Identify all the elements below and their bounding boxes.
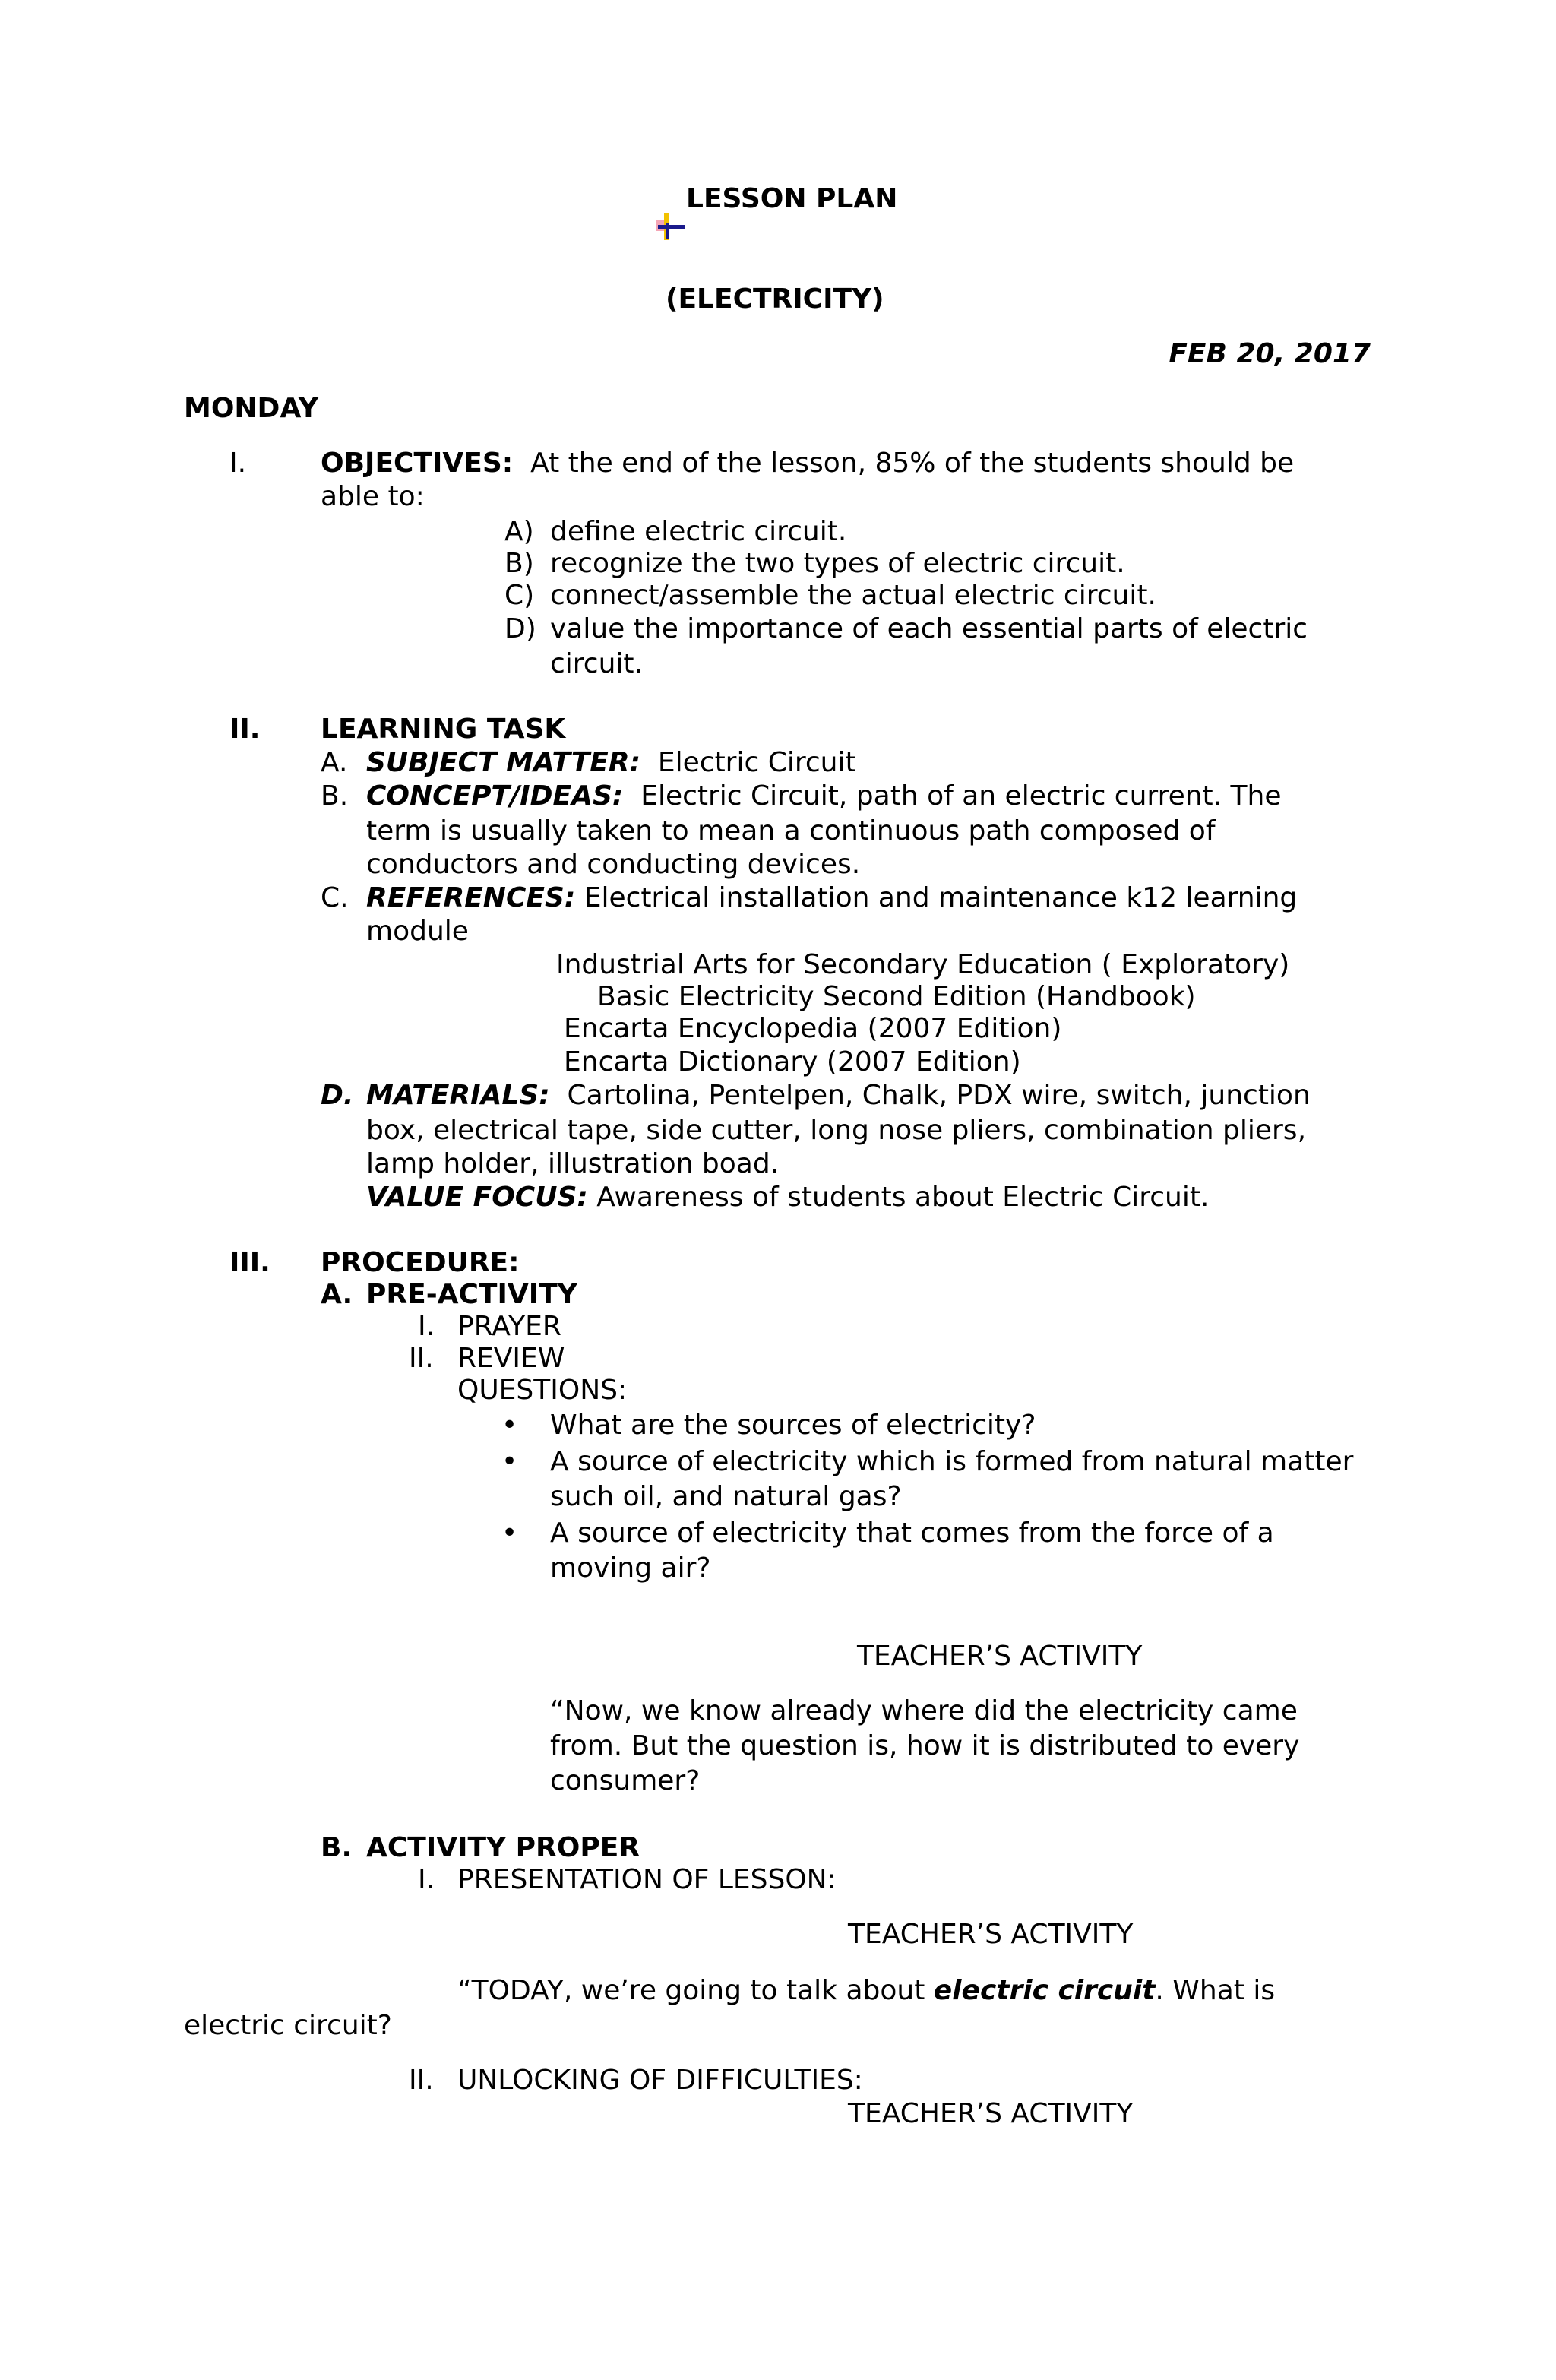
- activity-proper-heading: ACTIVITY PROPER: [366, 1832, 640, 1863]
- subject-matter-label: SUBJECT MATTER:: [366, 747, 640, 778]
- reference-item: Industrial Arts for Secondary Education ( Exploratory): [556, 949, 1290, 980]
- teacher-activity-heading: TEACHER’S ACTIVITY: [848, 2098, 1134, 2129]
- materials-line-3: lamp holder, illustration boad.: [366, 1148, 780, 1179]
- teacher-quote-2-pre: “TODAY, we’re going to talk about: [457, 1975, 934, 2006]
- question-3: A source of electricity that comes from the force of a: [550, 1518, 1274, 1549]
- materials-text: Cartolina, Pentelpen, Chalk, PDX wire, switch, junction: [567, 1080, 1311, 1111]
- teacher-activity-heading: TEACHER’S ACTIVITY: [857, 1641, 1143, 1672]
- teacher-activity-heading: TEACHER’S ACTIVITY: [848, 1919, 1134, 1950]
- document-logo-icon: [655, 210, 688, 243]
- section-numeral-2: II.: [229, 714, 261, 745]
- pre-item-mark: II.: [409, 1343, 434, 1374]
- objectives-intro-cont: able to:: [321, 481, 425, 512]
- teacher-quote-2-post: . What is: [1155, 1975, 1276, 2006]
- question-3-cont: moving air?: [550, 1552, 711, 1584]
- concept-label: CONCEPT/IDEAS:: [366, 780, 624, 812]
- materials-label: MATERIALS:: [366, 1080, 550, 1111]
- objective-b: recognize the two types of electric circuit.: [550, 548, 1125, 579]
- concept-line-3: conductors and conducting devices.: [366, 849, 861, 880]
- pre-item-mark: I.: [418, 1311, 435, 1342]
- value-focus-text: Awareness of students about Electric Circuit.: [596, 1182, 1210, 1213]
- materials-mark: D.: [321, 1080, 354, 1111]
- teacher-quote-1-end: consumer?: [550, 1765, 701, 1796]
- unlocking-mark: II.: [409, 2065, 434, 2096]
- teacher-quote-1: “Now, we know already where did the electricity came: [550, 1695, 1298, 1726]
- questions-label: QUESTIONS:: [457, 1375, 628, 1406]
- objective-mark-d: D): [504, 613, 536, 644]
- references-line-1: [366, 881, 1297, 915]
- teacher-quote-2-cont: electric circuit?: [184, 2010, 392, 2041]
- concept-line-1: [366, 780, 1282, 813]
- bullet-icon: •: [501, 1446, 518, 1477]
- reference-item: Encarta Encyclopedia (2007 Edition): [564, 1013, 1062, 1044]
- lesson-day: MONDAY: [184, 393, 318, 424]
- objective-mark-c: C): [504, 580, 535, 611]
- bullet-icon: •: [501, 1410, 518, 1441]
- pre-activity-mark: A.: [321, 1279, 353, 1310]
- objective-c: connect/assemble the actual electric circuit.: [550, 580, 1156, 611]
- pre-item-prayer: PRAYER: [457, 1311, 561, 1342]
- presentation-of-lesson: PRESENTATION OF LESSON:: [457, 1864, 837, 1895]
- objectives-intro: At the end of the lesson, 85% of the students should be: [530, 448, 1295, 479]
- section-numeral-3: III.: [229, 1247, 270, 1278]
- objectives-line-1: [321, 447, 1294, 480]
- teacher-quote-2-emphasis: electric circuit: [933, 1975, 1156, 2006]
- question-2-cont: such oil, and natural gas?: [550, 1481, 902, 1512]
- objective-mark-a: A): [504, 516, 534, 547]
- question-2: A source of electricity which is formed from natural matter: [550, 1446, 1354, 1477]
- document-title: LESSON PLAN: [686, 183, 898, 214]
- materials-line-1: [366, 1079, 1311, 1112]
- procedure-heading: PROCEDURE:: [321, 1247, 520, 1278]
- subject-matter-text: Electric Circuit: [657, 747, 856, 778]
- concept-mark: B.: [321, 780, 349, 812]
- subject-matter-line: [366, 746, 856, 780]
- references-text: Electrical installation and maintenance k12 learning: [584, 882, 1298, 913]
- objective-a: define electric circuit.: [550, 516, 847, 547]
- document-subtitle: (ELECTRICITY): [666, 283, 884, 315]
- teacher-quote-2: [457, 1974, 1275, 2008]
- pre-activity-heading: PRE-ACTIVITY: [366, 1279, 577, 1310]
- section-numeral-1: I.: [229, 448, 247, 479]
- objectives-heading: OBJECTIVES:: [321, 448, 514, 479]
- unlocking-of-difficulties: UNLOCKING OF DIFFICULTIES:: [457, 2065, 863, 2096]
- presentation-mark: I.: [418, 1864, 435, 1895]
- objective-mark-b: B): [504, 548, 534, 579]
- value-focus-label: VALUE FOCUS:: [366, 1182, 588, 1213]
- subject-matter-mark: A.: [321, 747, 348, 778]
- learning-task-heading: LEARNING TASK: [321, 714, 566, 745]
- concept-text: Electric Circuit, path of an electric current. The: [640, 780, 1282, 812]
- concept-line-2: term is usually taken to mean a continuous path composed of: [366, 815, 1216, 847]
- materials-line-2: box, electrical tape, side cutter, long nose pliers, combination pliers,: [366, 1115, 1307, 1146]
- bullet-icon: •: [501, 1518, 518, 1549]
- lesson-date: FEB 20, 2017: [1169, 338, 1371, 369]
- activity-proper-mark: B.: [321, 1832, 353, 1863]
- reference-item: Basic Electricity Second Edition (Handbook): [597, 981, 1196, 1012]
- reference-item: Encarta Dictionary (2007 Edition): [564, 1046, 1021, 1078]
- pre-item-review: REVIEW: [457, 1343, 565, 1374]
- objective-d: value the importance of each essential parts of electric: [550, 613, 1308, 644]
- value-focus-line: [366, 1181, 1209, 1214]
- references-mark: C.: [321, 882, 349, 913]
- references-label: REFERENCES:: [366, 882, 576, 913]
- question-1: What are the sources of electricity?: [550, 1410, 1036, 1441]
- objective-d-cont: circuit.: [550, 648, 643, 679]
- teacher-quote-1-cont: from. But the question is, how it is distributed to every: [550, 1730, 1300, 1761]
- references-line-2: module: [366, 916, 469, 947]
